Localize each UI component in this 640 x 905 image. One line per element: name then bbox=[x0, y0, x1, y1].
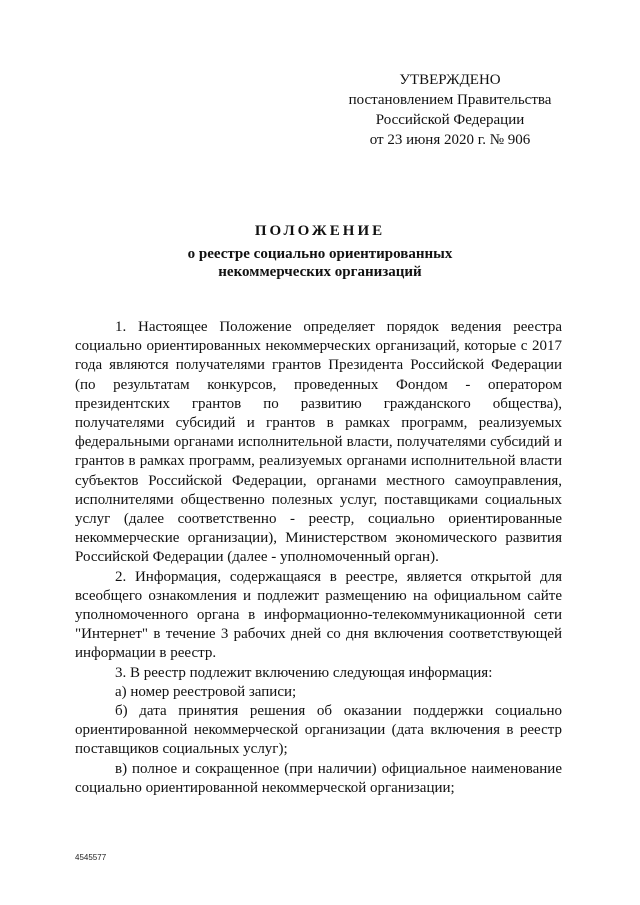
document-title: ПОЛОЖЕНИЕ bbox=[254, 223, 386, 239]
paragraph-3c: в) полное и сокращенное (при наличии) официальное наименование социально ориентированной некоммерческой организации; bbox=[75, 760, 562, 796]
approval-date-number: от 23 июня 2020 г. № 906 bbox=[369, 132, 531, 148]
subtitle-line-1: о реестре социально ориентированных bbox=[187, 246, 453, 262]
approval-authority-line: Российской Федерации bbox=[375, 112, 525, 128]
paragraph-2: 2. Информация, содержащаяся в реестре, является открытой для всеобщего ознакомления и подлежит размещению на официальном сайте уполномоченного органа в информационно-телекоммуникационной сети "Интернет" в течение 3 рабочих дней со дня включения соответствующей информации в реестр. bbox=[75, 568, 562, 662]
footer-document-id: 4545577 bbox=[75, 853, 107, 862]
approval-decree-line: постановлением Правительства bbox=[348, 92, 552, 108]
paragraph-3a: а) номер реестровой записи; bbox=[115, 683, 297, 700]
paragraph-1: 1. Настоящее Положение определяет порядок ведения реестра социально ориентированных некоммерческих организаций, которые с 2017 года являются получателями грантов Президента Российской Федерации (по результатам конкурсов, проведенных Фондом - оператором президентских грантов по развитию гражданского общества), получателями субсидий и грантов в рамках программ, реализуемых федеральными органами исполнительной власти, получателями субсидий и грантов в рамках программ, реализуемых органами исполнительной власти субъектов Российской Федерации, органами местного самоуправления, исполнителями общественно полезных услуг, поставщиками социальных услуг (далее соответственно - реестр, социально ориентированные некоммерческие организации), Министерством экономического развития Российской Федерации (далее - уполномоченный орган). bbox=[75, 319, 562, 566]
document-subtitle bbox=[0, 245, 640, 281]
approval-stamp bbox=[330, 70, 570, 150]
document-body bbox=[75, 318, 562, 798]
paragraph-3b: б) дата принятия решения об оказании поддержки социально ориентированной некоммерческой организации (дата включения в реестр поставщиков социальных услуг); bbox=[75, 703, 562, 758]
subtitle-line-2: некоммерческих организаций bbox=[218, 264, 422, 280]
approval-heading: УТВЕРЖДЕНО bbox=[399, 72, 501, 88]
paragraph-3: 3. В реестр подлежит включению следующая информация: bbox=[115, 664, 493, 681]
